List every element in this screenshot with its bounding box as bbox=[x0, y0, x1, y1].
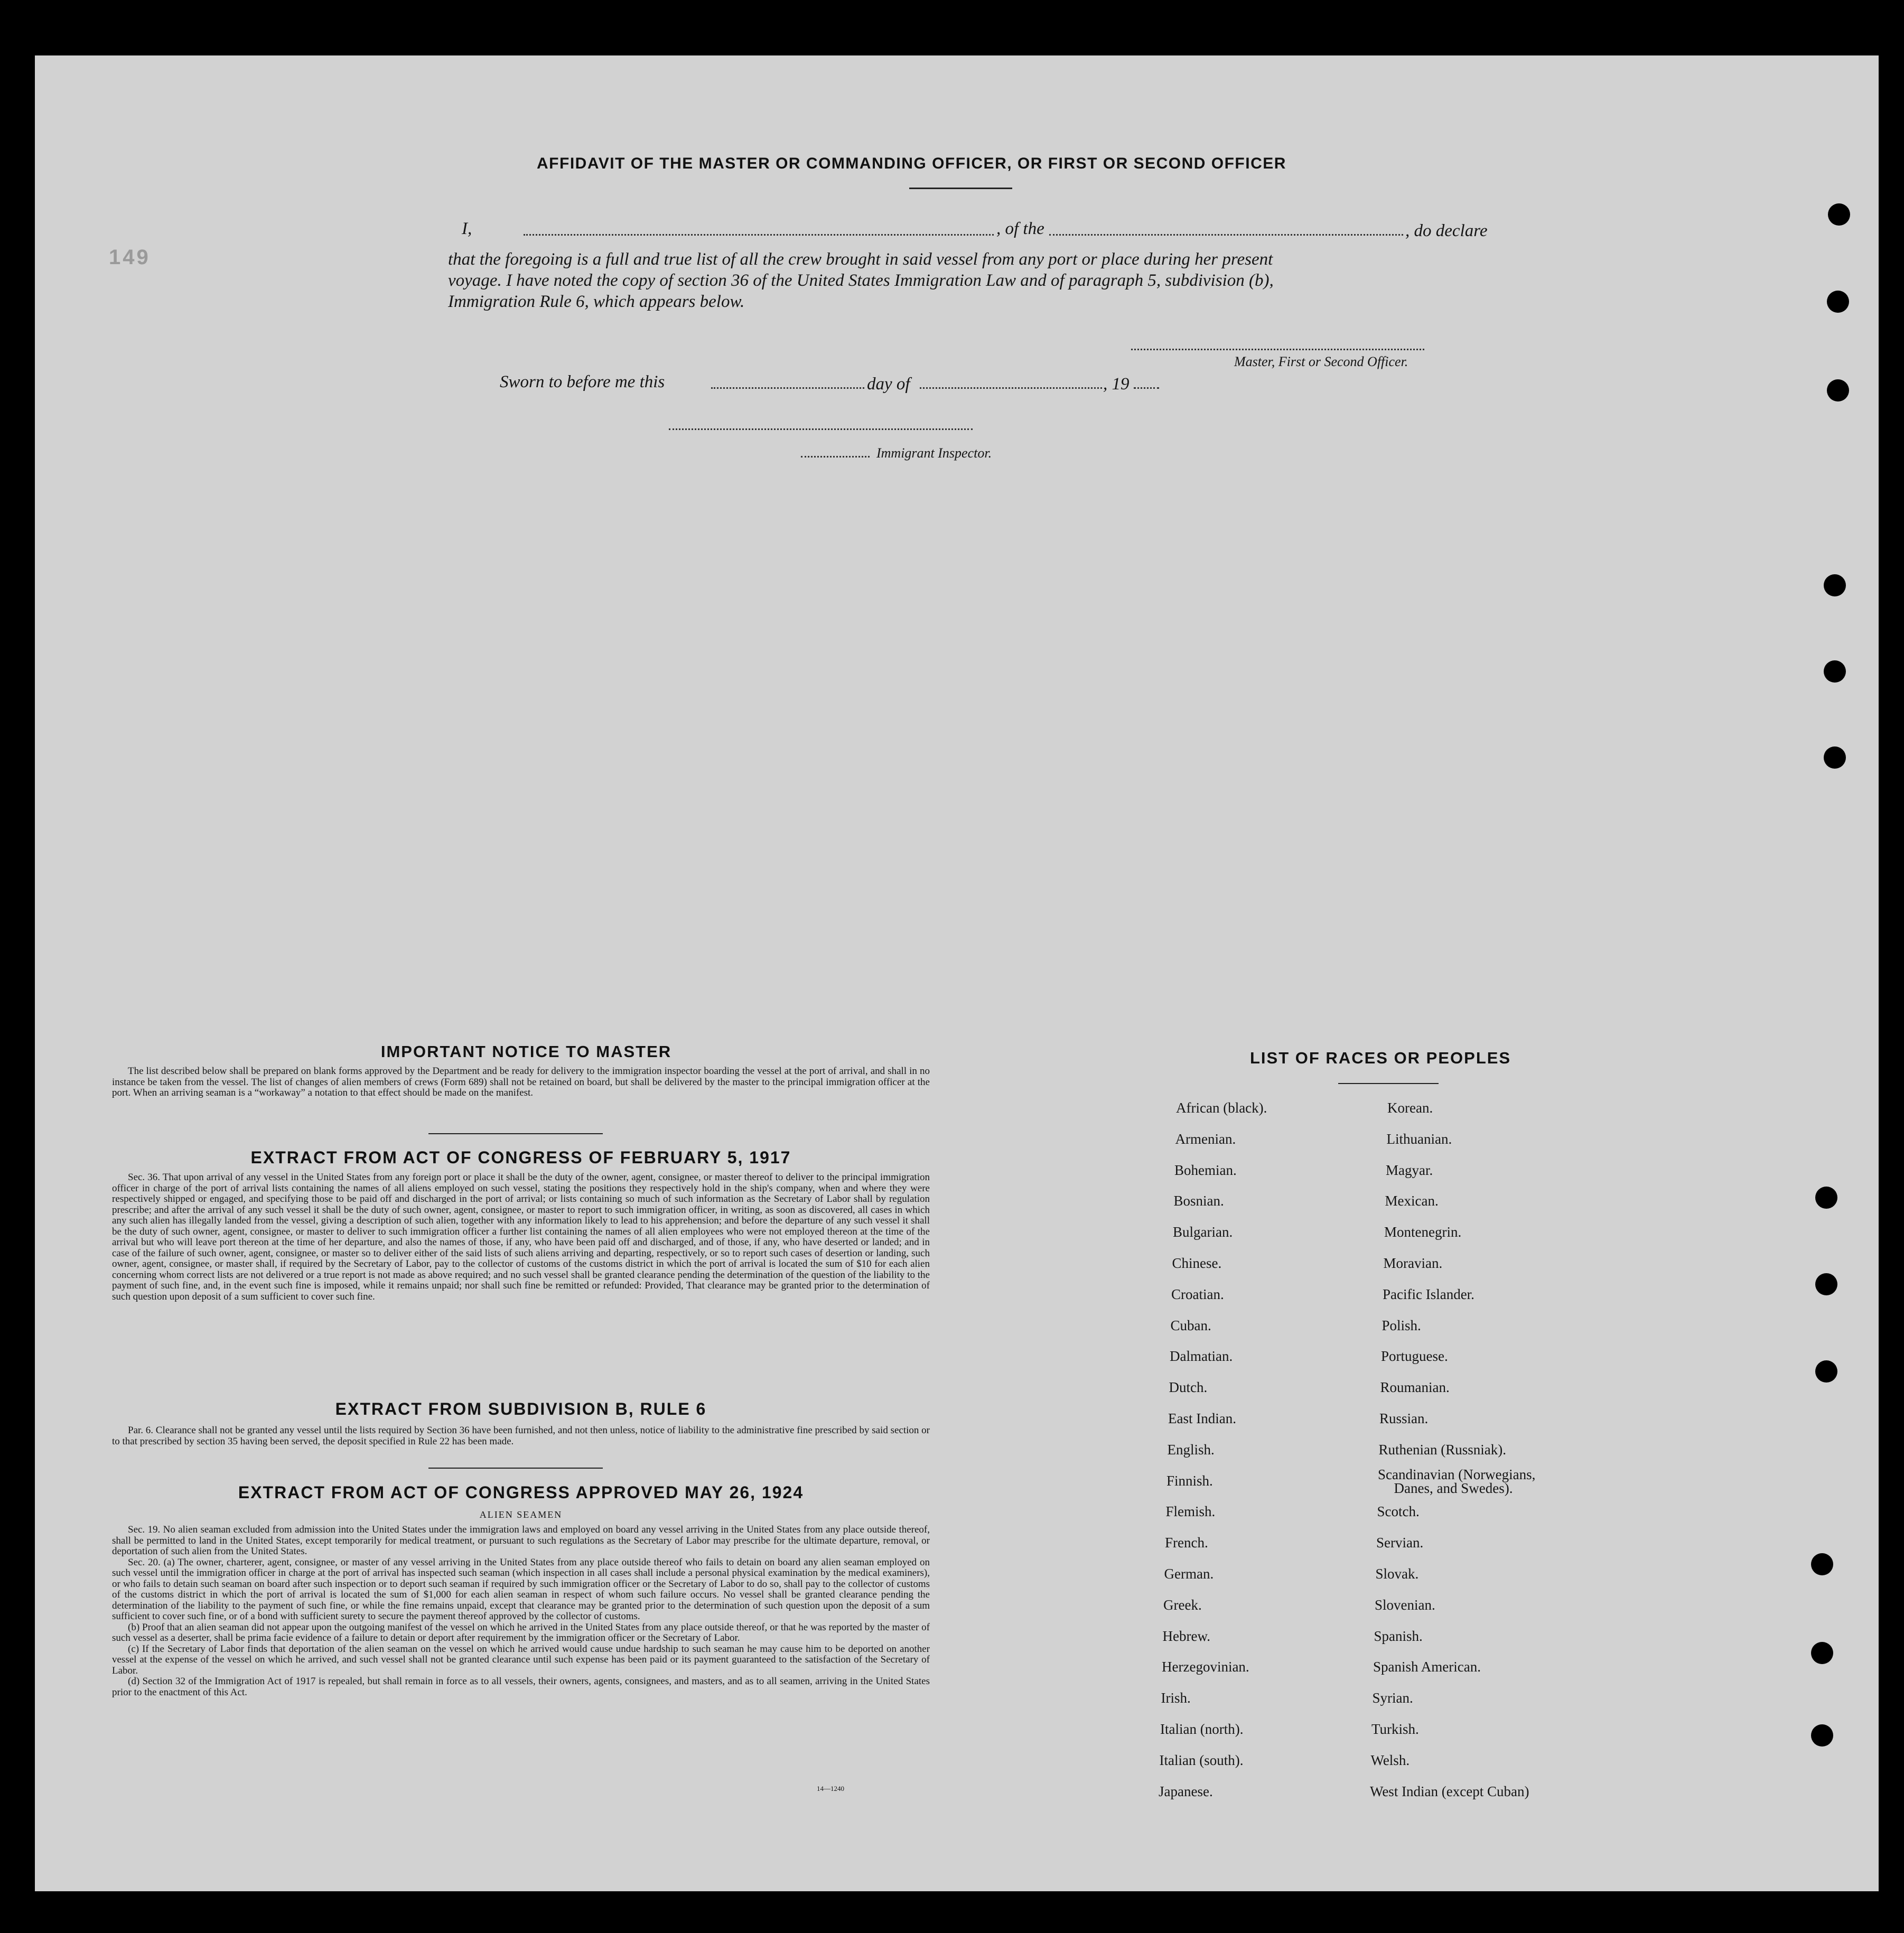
race-item: West Indian (except Cuban) bbox=[1370, 1783, 1529, 1799]
subdivision-title: EXTRACT FROM SUBDIVISION B, RULE 6 bbox=[335, 1399, 707, 1418]
race-item: Chinese. bbox=[1172, 1255, 1222, 1271]
race-item: Korean. bbox=[1387, 1100, 1433, 1116]
race-item: Moravian. bbox=[1383, 1255, 1443, 1271]
race-item: French. bbox=[1165, 1535, 1208, 1551]
year-line bbox=[1134, 387, 1159, 389]
race-item: Italian (north). bbox=[1160, 1721, 1244, 1737]
race-item: Herzegovinian. bbox=[1162, 1659, 1249, 1675]
race-item: Hebrew. bbox=[1162, 1628, 1210, 1644]
race-item: Armenian. bbox=[1175, 1131, 1236, 1147]
title-underline bbox=[909, 188, 1012, 189]
notice-text: The list described below shall be prepared on blank forms approved by the Department and be ready for delivery to the immigration inspector boarding the vessel at the port of arrival, and shall in no instance be taken from the vessel. The list of changes of alien members of crews (Form 689) shall not be retained on board, but shall be delivered by the master to the principal immigration officer at the port. When an arriving seaman is a “workaway” a notation to that effect should be made on the manifest. bbox=[112, 1066, 930, 1098]
sec-20b: (b) Proof that an alien seaman did not appear upon the outgoing manifest of the vessel on which he arrived in the United States from any place outside thereof, or that he was reported by the master of such vessel as a deserter, shall be prima facie evidence of a failure to detain or deport after requirement by the immigration officer or the Secretary of Labor. bbox=[112, 1621, 930, 1643]
affidavit-line4: Immigration Rule 6, which appears below. bbox=[448, 292, 745, 311]
race-item: Lithuanian. bbox=[1386, 1131, 1452, 1147]
affidavit-line3: voyage. I have noted the copy of section 36 of the United States Immigration Law and of paragraph 5, subdivision (b), bbox=[448, 271, 1274, 290]
races-underline bbox=[1338, 1083, 1439, 1084]
affidavit-title: AFFIDAVIT OF THE MASTER OR COMMANDING OFFICER, OR FIRST OR SECOND OFFICER bbox=[537, 155, 1286, 172]
race-item: Croatian. bbox=[1171, 1286, 1224, 1302]
subdivision-text: Par. 6. Clearance shall not be granted any vessel until the lists required by Section 36 have been furnished, and not then unless, notice of liability to the administrative fine prescribed by said section or to that prescribed by section 35 having been served, the deposit specified in Rule 22 has been made. bbox=[112, 1425, 930, 1447]
race-item: Finnish. bbox=[1166, 1472, 1213, 1489]
race-item: Servian. bbox=[1376, 1535, 1424, 1551]
form-number: 14—1240 bbox=[817, 1785, 844, 1792]
punch-hole bbox=[1815, 1360, 1837, 1383]
race-item: Scotch. bbox=[1377, 1504, 1420, 1520]
race-item: Irish. bbox=[1161, 1690, 1191, 1706]
extract-1917-title: EXTRACT FROM ACT OF CONGRESS OF FEBRUARY 5, 1917 bbox=[250, 1148, 791, 1167]
punch-hole bbox=[1824, 660, 1846, 683]
margin-number: 149 bbox=[109, 246, 151, 269]
punch-hole bbox=[1824, 574, 1846, 596]
race-item: Dutch. bbox=[1169, 1379, 1208, 1396]
year-label: , 19 bbox=[1103, 375, 1130, 394]
race-item: African (black). bbox=[1176, 1100, 1267, 1116]
race-item: Slovenian. bbox=[1375, 1596, 1435, 1613]
race-item: Roumanian. bbox=[1380, 1379, 1450, 1396]
sworn-month-line bbox=[920, 387, 1102, 389]
vessel-line bbox=[1049, 234, 1403, 236]
sec-19: Sec. 19. No alien seaman excluded from admission into the United States under the immigration laws and employed on board any vessel arriving in the United States from any place outside thereof, shall be permitted to land in the United States, except temporarily for medical treatment, or pursuant to such regulations as the Secretary of Labor may prescribe for the ultimate departure, removal, or deportation of such alien from the United States. bbox=[112, 1524, 930, 1557]
sec-20a: Sec. 20. (a) The owner, charterer, agent, consignee, or master of any vessel arriving in the United States from any place outside thereof who fails to detain on board any alien seaman employed on such vessel until the immigration officer in charge at the port of arrival has inspected such seaman (which inspection in all cases shall include a personal physical examination by the medical examiners), or who fails to detain such seaman on board after such inspection or to deport such seaman if required by such immigration officer or the Secretary of Labor to do so, shall pay to the collector of customs of the customs district in which the port of arrival is located the sum of $1,000 for each alien seaman in respect of whom such failure occurs. No vessel shall be granted clearance pending the determination of the liability to the payment of such fine, or while the fine remains unpaid, except that clearance may be granted prior to the determination of such question upon the deposit of a sum sufficient to cover such fine, or of a bond with sufficient surety to secure the payment thereof approved by the collector of customs. bbox=[112, 1556, 930, 1622]
race-item: Mexican. bbox=[1385, 1193, 1439, 1209]
race-item: Scandinavian (Norwegians, bbox=[1378, 1466, 1536, 1482]
race-item: Cuban. bbox=[1170, 1317, 1211, 1333]
divider-1 bbox=[428, 1133, 603, 1134]
race-item: Magyar. bbox=[1386, 1162, 1433, 1178]
extract-1917-text: Sec. 36. That upon arrival of any vessel in the United States from any foreign port or place it shall be the duty of the owner, agent, consignee, or master thereof to deliver to the principal immigration officer in charge of the port of arrival lists containing the names of all aliens employed on such vessel, stating the positions they respectively hold in the ship's company, when and where they were respectively shipped or engaged, and specifying those to be paid off and discharged in the port of arrival; or lists containing so much of such information as the Secretary of Labor shall by regulation prescribe; and after the arrival of any such vessel it shall be the duty of such owner, agent, consignee, or master to report to such immigration officer, in writing, as soon as discovered, all cases in which any such alien has illegally landed from the vessel, giving a description of such alien, together with any information likely to lead to his apprehension; and before the departure of any such vessel it shall be the duty of such owner, agent, consignee, or master to deliver to such immigration officer a further list containing the names of all alien employees who were not employed thereon at the time of the arrival but who will leave port thereon at the time of her departure, and also the names of those, if any, who have been paid off and discharged, and of those, if any, who have deserted or landed; and in case of the failure of such owner, agent, consignee, or master so to deliver either of the said lists of such aliens arriving and departing, respectively, or so to report such cases of desertion or landing, such owner, agent, consignee, or master shall, if required by the Secretary of Labor, pay to the collector of customs of the customs district in which the port of arrival is located the sum of $10 for each alien concerning whom correct lists are not delivered or a true report is not made as above required; and no such vessel shall be granted clearance pending the determination of the question of the liability to the payment of such fine, and, in the event such fine is imposed, while it remains unpaid; nor shall such fine be remitted or refunded: Provided, That clearance may be granted prior to the determination of such question upon deposit of a sum sufficient to cover such fine. bbox=[112, 1172, 930, 1302]
inspector-short-line bbox=[801, 456, 870, 457]
race-item: Syrian. bbox=[1372, 1690, 1413, 1706]
punch-hole bbox=[1815, 1273, 1837, 1295]
punch-hole bbox=[1828, 203, 1850, 226]
race-item: East Indian. bbox=[1168, 1411, 1236, 1426]
race-item: Ruthenian (Russniak). bbox=[1378, 1441, 1506, 1458]
race-item: Montenegrin. bbox=[1384, 1224, 1462, 1240]
punch-hole bbox=[1811, 1553, 1833, 1575]
punch-hole bbox=[1815, 1187, 1837, 1209]
punch-hole bbox=[1811, 1642, 1833, 1664]
sec-20d: (d) Section 32 of the Immigration Act of 1917 is repealed, but shall remain in force as to all vessels, their owners, agents, consignees, and masters, and as to all seamen, arriving in the United States prior to the enactment of this Act. bbox=[112, 1676, 930, 1698]
extract-1924-title: EXTRACT FROM ACT OF CONGRESS APPROVED MAY 26, 1924 bbox=[238, 1483, 804, 1502]
race-item: Turkish. bbox=[1371, 1721, 1419, 1737]
race-item: Flemish. bbox=[1165, 1504, 1216, 1520]
race-item: Welsh. bbox=[1370, 1752, 1410, 1768]
affidavit-of-the: , of the bbox=[996, 219, 1044, 238]
inspector-signature-line bbox=[669, 428, 973, 430]
inspector-label: Immigrant Inspector. bbox=[876, 445, 992, 461]
races-title: LIST OF RACES OR PEOPLES bbox=[1250, 1049, 1511, 1067]
punch-hole bbox=[1827, 379, 1849, 401]
divider-2 bbox=[428, 1468, 603, 1469]
race-item: Pacific Islander. bbox=[1383, 1286, 1474, 1302]
race-item: Spanish American. bbox=[1373, 1659, 1481, 1675]
race-item: Polish. bbox=[1382, 1317, 1421, 1333]
sworn-day-line bbox=[711, 387, 864, 389]
race-item: Greek. bbox=[1163, 1596, 1202, 1613]
race-item: Spanish. bbox=[1374, 1628, 1423, 1644]
race-item: Bosnian. bbox=[1173, 1193, 1224, 1209]
race-item: Russian. bbox=[1379, 1411, 1429, 1426]
sec-20c: (c) If the Secretary of Labor finds that deportation of the alien seaman on the vessel on which he arrived would cause undue hardship to such seaman he may cause him to be deported on another vessel at the expense of the vessel on which he arrived, and such vessel shall not be granted clearance until such expense has been paid or its payment guaranteed to the satisfaction of the Secretary of Labor. bbox=[112, 1643, 930, 1676]
extract-1924-body bbox=[112, 1525, 930, 1698]
name-line bbox=[524, 234, 994, 236]
punch-hole bbox=[1824, 746, 1846, 769]
day-of-label: day of bbox=[867, 375, 910, 394]
race-item: Bulgarian. bbox=[1173, 1224, 1233, 1240]
race-item: German. bbox=[1164, 1566, 1214, 1582]
affidavit-line2: that the foregoing is a full and true list of all the crew brought in said vessel from any port or place during her present bbox=[448, 250, 1273, 269]
affidavit-do-declare: , do declare bbox=[1405, 221, 1488, 240]
race-item: Bohemian. bbox=[1174, 1162, 1237, 1178]
punch-hole bbox=[1827, 291, 1849, 313]
race-item: Italian (south). bbox=[1159, 1752, 1244, 1768]
punch-hole bbox=[1811, 1724, 1833, 1747]
master-signature-line bbox=[1131, 349, 1424, 350]
document-page bbox=[35, 55, 1879, 1891]
notice-title: IMPORTANT NOTICE TO MASTER bbox=[380, 1042, 672, 1061]
race-item: Japanese. bbox=[1159, 1783, 1213, 1799]
master-label: Master, First or Second Officer. bbox=[1234, 354, 1408, 369]
race-item: English. bbox=[1167, 1441, 1215, 1458]
race-item: Portuguese. bbox=[1381, 1348, 1448, 1365]
sworn-label: Sworn to before me this bbox=[500, 372, 665, 391]
race-item: Slovak. bbox=[1375, 1566, 1419, 1582]
alien-seamen-subtitle: ALIEN SEAMEN bbox=[479, 1509, 563, 1520]
race-item: Danes, and Swedes). bbox=[1394, 1480, 1513, 1496]
race-item: Dalmatian. bbox=[1170, 1348, 1233, 1365]
affidavit-i: I, bbox=[462, 219, 472, 238]
